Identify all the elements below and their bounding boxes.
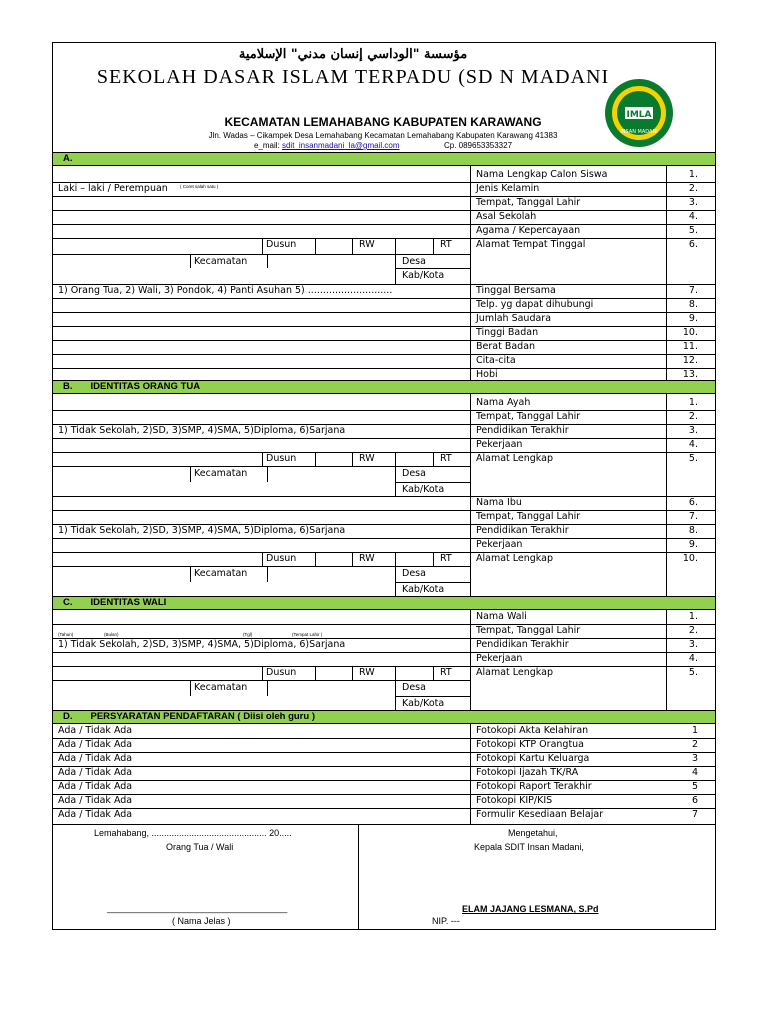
desa-label: Desa	[402, 568, 426, 579]
column-divider	[267, 680, 268, 696]
requirement-label: Fotokopi KIP/KIS	[476, 795, 553, 806]
kecamatan-label: Kecamatan	[194, 256, 248, 267]
column-divider	[395, 238, 396, 284]
column-divider	[315, 238, 316, 254]
item-number: 10.	[682, 327, 698, 338]
kabkota-label: Kab/Kota	[402, 270, 445, 281]
gender-options: Laki – laki / Perempuan	[58, 183, 168, 194]
row-divider	[53, 326, 470, 327]
tinggal-options: 1) Orang Tua, 2) Wali, 3) Pondok, 4) Panti Asuhan 5) ............................	[58, 285, 393, 296]
column-divider	[262, 552, 263, 566]
requirement-label: Fotokopi Kartu Keluarga	[476, 753, 590, 764]
kecamatan-heading: KECAMATAN LEMAHABANG KABUPATEN KARAWANG	[224, 115, 542, 129]
column-divider	[352, 238, 353, 254]
kecamatan-label: Kecamatan	[194, 468, 248, 479]
requirement-label: Fotokopi Raport Terakhir	[476, 781, 592, 792]
section-header-a	[53, 152, 715, 166]
tahun-hint: (Tahun)	[58, 632, 74, 637]
bulan-hint: (Bulan)	[104, 632, 119, 637]
row-divider	[53, 368, 470, 369]
desa-label: Desa	[402, 468, 426, 479]
item-number: 5	[691, 781, 698, 792]
item-number: 9.	[688, 313, 698, 324]
section-letter: C.	[63, 597, 73, 608]
row-divider	[53, 652, 470, 653]
row-divider	[53, 410, 470, 411]
column-divider	[315, 452, 316, 466]
field-label: Tempat, Tanggal Lahir	[476, 625, 581, 636]
field-label: Pendidikan Terakhir	[476, 425, 569, 436]
item-number: 8.	[688, 525, 698, 536]
rw-label: RW	[359, 553, 375, 564]
item-number: 4	[691, 767, 698, 778]
row-divider	[53, 354, 470, 355]
requirement-status: Ada / Tidak Ada	[58, 795, 133, 806]
requirement-status: Ada / Tidak Ada	[58, 739, 133, 750]
item-number: 3	[691, 753, 698, 764]
item-number: 2.	[688, 625, 698, 636]
item-number: 7.	[688, 285, 698, 296]
column-divider	[433, 552, 434, 566]
column-divider	[395, 452, 396, 496]
field-label: Tempat, Tanggal Lahir	[476, 197, 581, 208]
item-number: 2	[691, 739, 698, 750]
row-divider	[53, 496, 470, 497]
requirement-status: Ada / Tidak Ada	[58, 809, 133, 820]
tempat-hint: (Tempat Lahir )	[292, 632, 323, 637]
field-label: Pekerjaan	[476, 539, 523, 550]
field-label: Berat Badan	[476, 341, 536, 352]
field-label: Asal Sekolah	[476, 211, 537, 222]
column-divider	[190, 566, 191, 582]
column-divider	[395, 666, 396, 710]
item-number: 4.	[688, 439, 698, 450]
section-title: IDENTITAS WALI	[90, 597, 167, 608]
kecamatan-label: Kecamatan	[194, 682, 248, 693]
row-divider	[53, 298, 470, 299]
row-divider	[53, 738, 715, 739]
rt-label: RT	[440, 553, 452, 564]
tgl-hint: (Tgl)	[243, 632, 253, 637]
column-divider	[395, 552, 396, 596]
field-label: Tempat, Tanggal Lahir	[476, 511, 581, 522]
row-divider	[53, 196, 470, 197]
row-divider	[53, 780, 715, 781]
field-label: Nama Lengkap Calon Siswa	[476, 169, 608, 180]
column-divider	[267, 254, 268, 268]
field-label: Nama Ayah	[476, 397, 531, 408]
column-divider	[190, 466, 191, 482]
item-number: 6.	[688, 497, 698, 508]
row-divider	[53, 752, 715, 753]
phone-number: Cp. 089653353327	[443, 141, 513, 150]
row-divider	[53, 210, 470, 211]
field-label: Alamat Lengkap	[476, 667, 553, 678]
field-label: Pekerjaan	[476, 439, 523, 450]
rw-label: RW	[359, 667, 375, 678]
row-divider	[53, 438, 470, 439]
dusun-label: Dusun	[266, 667, 297, 678]
item-number: 6.	[688, 239, 698, 250]
pendidikan-options: 1) Tidak Sekolah, 2)SD, 3)SMP, 4)SMA, 5)Diploma, 6)Sarjana	[58, 639, 346, 650]
item-number: 10.	[682, 553, 698, 564]
item-number: 13.	[682, 369, 698, 380]
column-divider	[262, 238, 263, 254]
requirement-label: Fotokopi KTP Orangtua	[476, 739, 585, 750]
field-label: Cita-cita	[476, 355, 516, 366]
row-divider	[53, 312, 470, 313]
item-number: 1.	[688, 611, 698, 622]
field-label: Jumlah Saudara	[476, 313, 552, 324]
nip-label: NIP. ---	[432, 916, 460, 926]
column-divider	[433, 238, 434, 254]
item-number: 9.	[688, 539, 698, 550]
item-number: 3.	[688, 425, 698, 436]
field-label: Hobi	[476, 369, 498, 380]
item-number: 3.	[688, 197, 698, 208]
field-label: Tempat, Tanggal Lahir	[476, 411, 581, 422]
column-divider	[262, 666, 263, 680]
item-number: 7	[691, 809, 698, 820]
email-label: e_mail:	[253, 141, 280, 150]
column-divider	[352, 552, 353, 566]
arabic-foundation-name: مؤسسة "الوداسي إنسان مدني" الإسلامية	[238, 47, 468, 62]
field-label: Alamat Lengkap	[476, 553, 553, 564]
requirement-label: Fotokopi Ijazah TK/RA	[476, 767, 579, 778]
kabkota-label: Kab/Kota	[402, 698, 445, 709]
item-number: 1	[691, 725, 698, 736]
column-divider	[358, 824, 359, 930]
field-label: Pekerjaan	[476, 653, 523, 664]
column-divider	[267, 566, 268, 582]
item-number: 12.	[682, 355, 698, 366]
school-name: SEKOLAH DASAR ISLAM TERPADU (SD N MADANI	[96, 66, 610, 88]
rt-label: RT	[440, 667, 452, 678]
column-divider	[352, 666, 353, 680]
field-label: Alamat Lengkap	[476, 453, 553, 464]
row-divider	[53, 224, 470, 225]
item-number: 2.	[688, 411, 698, 422]
column-divider	[470, 610, 471, 710]
column-divider	[433, 666, 434, 680]
requirement-status: Ada / Tidak Ada	[58, 781, 133, 792]
kabkota-label: Kab/Kota	[402, 584, 445, 595]
row-divider	[53, 624, 470, 625]
requirement-label: Formulir Kesediaan Belajar	[476, 809, 604, 820]
field-label: Jenis Kelamin	[476, 183, 540, 194]
column-divider	[262, 452, 263, 466]
item-number: 4.	[688, 211, 698, 222]
nama-jelas-label: ( Nama Jelas )	[172, 916, 231, 926]
item-number: 4.	[688, 653, 698, 664]
section-letter: A.	[63, 153, 73, 164]
field-label: Telp. yg dapat dihubungi	[476, 299, 594, 310]
desa-label: Desa	[402, 682, 426, 693]
kepala-label: Kepala SDIT Insan Madani,	[474, 842, 584, 852]
school-address: Jln. Wadas – Cikampek Desa Lemahabang Kecamatan Lemahabang Kabupaten Karawang 41383	[208, 131, 558, 140]
pendidikan-options: 1) Tidak Sekolah, 2)SD, 3)SMP, 4)SMA, 5)Diploma, 6)Sarjana	[58, 425, 346, 436]
item-number: 3.	[688, 639, 698, 650]
item-number: 11.	[682, 341, 698, 352]
item-number: 5.	[688, 225, 698, 236]
section-header-d	[53, 710, 715, 724]
requirement-status: Ada / Tidak Ada	[58, 767, 133, 778]
field-label: Alamat Tempat Tinggal	[476, 239, 586, 250]
place-date: Lemahabang, .............................................. 20.....	[94, 828, 292, 838]
field-label: Tinggal Bersama	[476, 285, 556, 296]
item-number: 6	[691, 795, 698, 806]
form-body	[53, 42, 715, 930]
parent-label: Orang Tua / Wali	[166, 842, 234, 852]
rw-label: RW	[359, 239, 375, 250]
signature-line: ____________________________________	[107, 903, 288, 913]
rw-label: RW	[359, 453, 375, 464]
dusun-label: Dusun	[266, 553, 297, 564]
field-label: Nama Ibu	[476, 497, 522, 508]
email-link[interactable]: sdit_insanmadani_la@gmail.com	[281, 141, 400, 150]
requirement-status: Ada / Tidak Ada	[58, 725, 133, 736]
item-number: 2.	[688, 183, 698, 194]
kabkota-label: Kab/Kota	[402, 484, 445, 495]
item-number: 5.	[688, 667, 698, 678]
mengetahui-label: Mengetahui,	[508, 828, 558, 838]
item-number: 5.	[688, 453, 698, 464]
column-divider	[315, 552, 316, 566]
logo-caption: INSAN MADANI	[620, 129, 658, 135]
column-divider	[470, 166, 471, 382]
row-divider	[53, 794, 715, 795]
column-divider	[470, 724, 471, 824]
field-label: Pendidikan Terakhir	[476, 639, 569, 650]
item-number: 8.	[688, 299, 698, 310]
section-letter: B.	[63, 381, 73, 392]
pendidikan-options: 1) Tidak Sekolah, 2)SD, 3)SMP, 4)SMA, 5)Diploma, 6)Sarjana	[58, 525, 346, 536]
row-divider	[53, 538, 470, 539]
row-divider	[53, 510, 470, 511]
section-title: PERSYARATAN PENDAFTARAN ( Diisi oleh guru )	[90, 711, 315, 722]
section-header-b	[53, 380, 715, 394]
row-divider	[53, 824, 715, 825]
row-divider	[53, 808, 715, 809]
column-divider	[433, 452, 434, 466]
row-divider	[53, 340, 470, 341]
section-title: IDENTITAS ORANG TUA	[90, 381, 201, 392]
requirement-status: Ada / Tidak Ada	[58, 753, 133, 764]
gender-note: ( Coret salah satu )	[180, 184, 219, 189]
desa-label: Desa	[402, 256, 426, 267]
column-divider	[267, 466, 268, 482]
field-label: Nama Wali	[476, 611, 527, 622]
column-divider	[315, 666, 316, 680]
dusun-label: Dusun	[266, 453, 297, 464]
field-label: Agama / Kepercayaan	[476, 225, 581, 236]
rt-label: RT	[440, 239, 452, 250]
item-number: 1.	[688, 169, 698, 180]
rt-label: RT	[440, 453, 452, 464]
field-label: Pendidikan Terakhir	[476, 525, 569, 536]
row-divider	[53, 766, 715, 767]
requirement-label: Fotokopi Akta Kelahiran	[476, 725, 589, 736]
column-divider	[352, 452, 353, 466]
column-divider	[190, 680, 191, 696]
item-number: 1.	[688, 397, 698, 408]
logo-text: IMLA	[626, 110, 652, 120]
item-number: 7.	[688, 511, 698, 522]
kecamatan-label: Kecamatan	[194, 568, 248, 579]
dusun-label: Dusun	[266, 239, 297, 250]
field-label: Tinggi Badan	[476, 327, 539, 338]
principal-name: ELAM JAJANG LESMANA, S.Pd	[462, 904, 599, 914]
section-header-c	[53, 596, 715, 610]
column-divider	[190, 254, 191, 268]
section-letter: D.	[63, 711, 73, 722]
